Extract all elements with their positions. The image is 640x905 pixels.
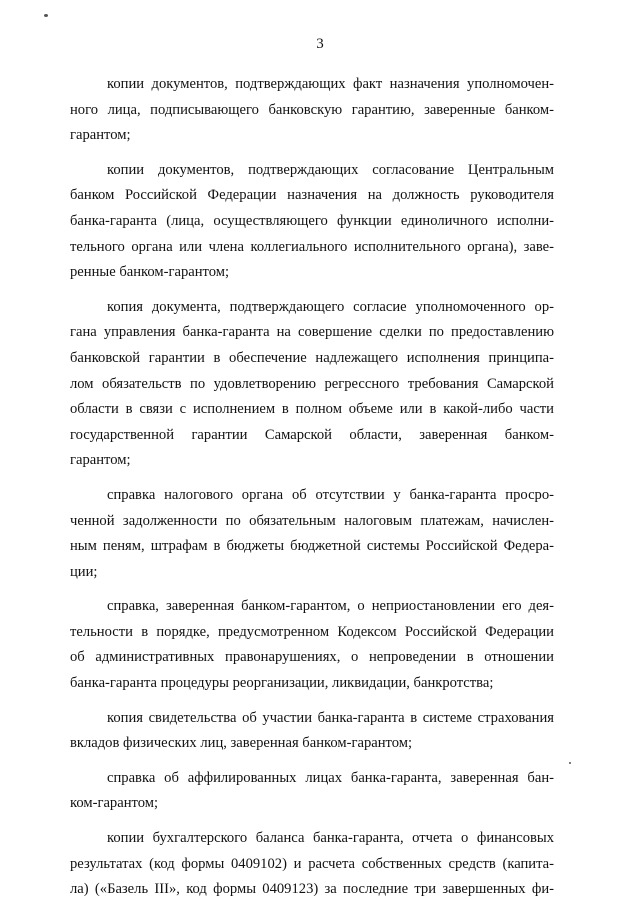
text-line: тельного органа или члена коллегиального исполнительного органа), заве-	[70, 238, 554, 255]
text-line: гарантом;	[70, 452, 131, 469]
text-line: результатах (код формы 0409102) и расчета собственных средств (капита-	[70, 855, 554, 872]
text-line: гарантом;	[70, 127, 131, 144]
text-line: об административных правонарушениях, о непроведении в отношении	[70, 649, 554, 666]
text-line: тельности в порядке, предусмотренном Кодексом Российской Федерации	[70, 623, 554, 640]
document-body	[70, 72, 554, 905]
paragraph	[70, 72, 554, 149]
text-line: государственной гарантии Самарской области, заверенная банком-	[70, 426, 554, 443]
text-line: справка, заверенная банком-гарантом, о неприостановлении его дея-	[107, 598, 554, 615]
text-line: ным пеням, штрафам в бюджеты бюджетной системы Российской Федера-	[70, 538, 554, 555]
text-line: ции;	[70, 563, 98, 580]
text-line: копии бухгалтерского баланса банка-гаранта, отчета о финансовых	[107, 830, 554, 847]
text-line: копия свидетельства об участии банка-гаранта в системе страхования	[107, 709, 554, 726]
paragraph	[70, 766, 554, 817]
text-line: гана управления банка-гаранта на совершение сделки по предоставлению	[70, 324, 554, 341]
text-line: банком Российской Федерации назначения на должность руководителя	[70, 187, 554, 204]
text-line: ного лица, подписывающего банковскую гарантию, заверенные банком-	[70, 101, 554, 118]
text-line: ченной задолженности по обязательным налоговым платежам, начислен-	[70, 512, 554, 529]
text-line: копия документа, подтверждающего согласие уполномоченного ор-	[107, 298, 554, 315]
text-line: копии документов, подтверждающих согласование Центральным	[107, 161, 554, 178]
scan-speck	[44, 14, 48, 17]
paragraph	[70, 295, 554, 474]
text-line: ком-гарантом;	[70, 795, 159, 812]
text-line: лом обязательств по удовлетворению регрессного требования Самарской	[70, 375, 554, 392]
text-line: банка-гаранта процедуры реорганизации, ликвидации, банкротства;	[70, 675, 494, 692]
paragraph	[70, 483, 554, 585]
text-line: вкладов физических лиц, заверенная банком-гарантом;	[70, 735, 413, 752]
text-line: банка-гаранта (лица, осуществляющего функции единоличного исполни-	[70, 212, 554, 229]
text-line: копии документов, подтверждающих факт назначения уполномочен-	[107, 76, 554, 92]
text-line: ренные банком-гарантом;	[70, 264, 230, 281]
paragraph	[70, 706, 554, 757]
text-line: банковской гарантии в обеспечение надлежащего исполнения принципа-	[70, 349, 554, 366]
page-number: 3	[316, 36, 324, 52]
text-line: справка об аффилированных лицах банка-гаранта, заверенная бан-	[107, 769, 554, 786]
text-line: ла) («Базель III», код формы 0409123) за последние три завершенных фи-	[70, 881, 554, 898]
scan-speck	[569, 762, 571, 764]
paragraph	[70, 594, 554, 696]
paragraph	[70, 158, 554, 286]
text-line: справка налогового органа об отсутствии у банка-гаранта просро-	[107, 486, 554, 503]
paragraph	[70, 826, 554, 903]
text-line: области в связи с исполнением в полном объеме или в какой-либо части	[70, 401, 554, 418]
